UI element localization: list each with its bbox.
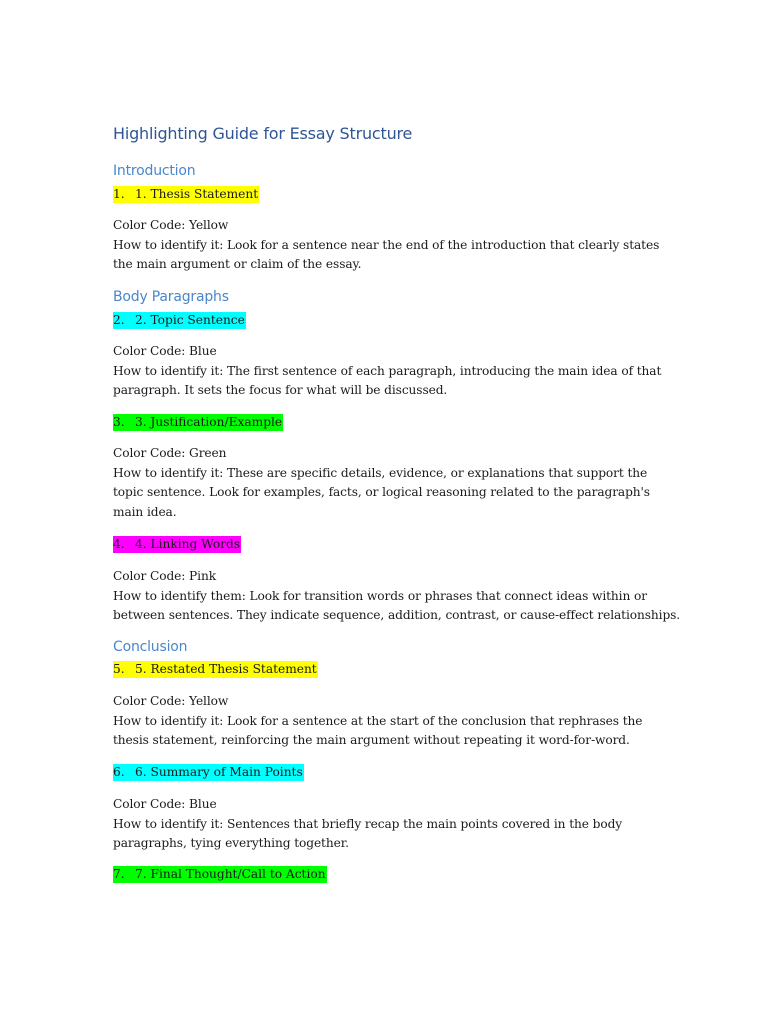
item-label: 6. Summary of Main Points [135,765,303,779]
highlight-item-restated-thesis [113,661,318,678]
item-label: 2. Topic Sentence [135,313,245,327]
item-number: 3. [113,415,125,429]
highlight-item-thesis-statement [113,186,259,203]
item-number: 6. [113,765,125,779]
description-line: the main argument or claim of the essay. [113,257,362,271]
highlight-item-topic-sentence [113,312,246,329]
item-number: 5. [113,662,125,676]
color-code-text: Color Code: Blue [113,344,217,358]
item-description [113,795,673,854]
color-code-text: Color Code: Yellow [113,218,229,232]
description-line: between sentences. They indicate sequence, addition, contrast, or cause-effect relationships. [113,608,681,622]
section-heading-conclusion: Conclusion [113,639,188,655]
highlight-item-justification-example [113,414,283,431]
item-description [113,444,673,522]
highlight-item-summary-main-points [113,764,304,781]
section-heading-introduction: Introduction [113,163,196,179]
description-line: How to identify it: Look for a sentence near the end of the introduction that clearly states [113,237,660,252]
item-number: 4. [113,537,125,551]
item-label: 3. Justification/Example [135,415,283,429]
description-line: How to identify them: Look for transition words or phrases that connect ideas within or [113,588,647,603]
item-label: 4. Linking Words [135,537,241,551]
item-description [113,342,673,401]
highlight-item-linking-words [113,536,241,553]
description-line: How to identify it: The first sentence of each paragraph, introducing the main idea of that [113,363,662,378]
item-label: 5. Restated Thesis Statement [135,662,317,676]
color-code-text: Color Code: Pink [113,569,216,583]
highlight-item-final-thought [113,866,327,883]
description-line: topic sentence. Look for examples, facts, or logical reasoning related to the paragraph's [113,485,650,499]
item-label: 1. Thesis Statement [135,187,259,201]
item-description [113,216,673,275]
description-line: paragraph. It sets the focus for what will be discussed. [113,383,448,397]
item-description [113,567,681,626]
description-line: How to identify it: These are specific details, evidence, or explanations that support the [113,465,648,480]
description-line: How to identify it: Sentences that briefly recap the main points covered in the body [113,816,623,831]
description-line: thesis statement, reinforcing the main argument without repeating it word-for-word. [113,733,630,747]
item-number: 1. [113,187,125,201]
item-label: 7. Final Thought/Call to Action [135,867,326,881]
document-title: Highlighting Guide for Essay Structure [113,124,413,143]
description-line: How to identify it: Look for a sentence at the start of the conclusion that rephrases the [113,713,643,728]
item-number: 7. [113,867,125,881]
color-code-text: Color Code: Green [113,446,227,460]
item-description [113,692,673,751]
color-code-text: Color Code: Blue [113,797,217,811]
color-code-text: Color Code: Yellow [113,694,229,708]
item-number: 2. [113,313,125,327]
section-heading-body-paragraphs: Body Paragraphs [113,289,229,305]
description-line: main idea. [113,504,177,519]
description-line: paragraphs, tying everything together. [113,836,349,850]
